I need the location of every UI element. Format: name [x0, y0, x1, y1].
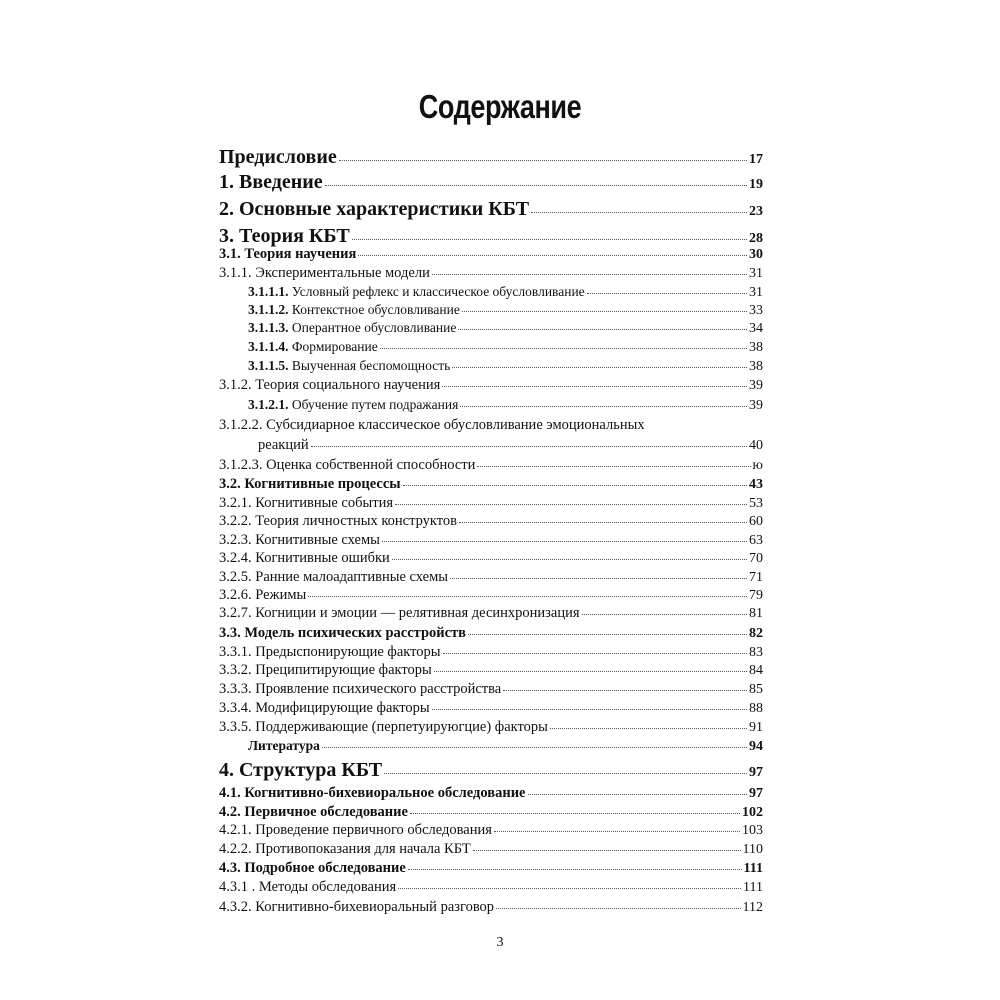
- toc-entry[interactable]: [248, 321, 763, 336]
- toc-entry-label: 3.2.5. Ранние малоадаптивные схемы: [219, 569, 449, 585]
- toc-entry[interactable]: [248, 303, 763, 318]
- dot-leader: [473, 850, 741, 851]
- dot-leader: [408, 869, 742, 870]
- toc-entry-page: 88: [749, 701, 763, 716]
- toc-entry-page: 34: [749, 321, 763, 336]
- toc-entry[interactable]: [219, 645, 763, 660]
- toc-entry[interactable]: [219, 900, 763, 915]
- toc-entry-page: 97: [749, 786, 763, 801]
- toc-entry-label: 3.2.3. Когнитивные схемы: [219, 532, 380, 548]
- toc-entry-page: 84: [749, 663, 763, 678]
- dot-leader: [550, 728, 747, 729]
- toc-entry-label: [248, 340, 378, 354]
- dot-leader: [528, 794, 748, 795]
- dot-leader: [398, 888, 741, 889]
- toc-entry[interactable]: [219, 199, 763, 219]
- dot-leader: [442, 386, 747, 387]
- toc-entry[interactable]: [219, 496, 763, 511]
- toc-entry[interactable]: [219, 477, 763, 492]
- toc-entry-label: 4. Структура КБТ: [219, 759, 383, 781]
- dot-leader: [468, 634, 747, 635]
- toc-entry-page: 31: [749, 285, 763, 300]
- toc-entry-label: 4.3.1 . Методы обследования: [219, 879, 397, 895]
- dot-leader: [460, 406, 747, 407]
- toc-entry-label: 2. Основные характеристики КБТ: [219, 198, 530, 220]
- toc-entry-label: 3.2.4. Когнитивные ошибки: [219, 550, 390, 566]
- toc-entry[interactable]: [219, 533, 763, 548]
- dot-leader: [434, 671, 747, 672]
- toc-entry[interactable]: [219, 626, 763, 641]
- toc-entry[interactable]: [219, 247, 763, 262]
- dot-leader: [432, 274, 747, 275]
- toc-entry-page: 53: [749, 496, 763, 511]
- toc-entry-page: 103: [742, 823, 763, 838]
- toc-entry[interactable]: [219, 663, 763, 678]
- dot-leader: [384, 773, 747, 774]
- toc-entry-page: 81: [749, 606, 763, 621]
- toc-entry-number: 3.1.1.2.: [248, 302, 289, 317]
- dot-leader: [432, 709, 747, 710]
- toc-entry-page: 28: [749, 231, 763, 246]
- dot-leader: [450, 578, 747, 579]
- dot-leader: [339, 160, 747, 161]
- dot-leader: [443, 653, 747, 654]
- toc-entry-number: 3.1.2.1.: [248, 397, 289, 412]
- toc-entry-page: 91: [749, 720, 763, 735]
- dot-leader: [352, 239, 747, 240]
- toc-entry[interactable]: [219, 842, 763, 857]
- toc-entry-page: 71: [749, 570, 763, 585]
- dot-leader: [358, 255, 747, 256]
- toc-entry[interactable]: [219, 823, 763, 838]
- toc-entry-label: 3.2.7. Когниции и эмоции — релятивная десинхронизация: [219, 605, 580, 621]
- dot-leader: [587, 293, 747, 294]
- dot-leader: [452, 367, 747, 368]
- toc-entry-label: [248, 321, 456, 335]
- dot-leader: [392, 559, 747, 560]
- toc-entry-page: 110: [742, 842, 763, 857]
- toc-entry-page: 33: [749, 303, 763, 318]
- page-number: 3: [496, 935, 504, 950]
- toc-entry-label: 4.3. Подробное обследование: [219, 860, 406, 876]
- toc-entry[interactable]: [219, 720, 763, 735]
- dot-leader: [308, 596, 747, 597]
- dot-leader: [325, 185, 747, 186]
- toc-entry-label: 3.3.1. Предыспонирующие факторы: [219, 644, 441, 660]
- toc-entry-page: 17: [749, 152, 763, 167]
- toc-entry-page: 112: [742, 900, 763, 915]
- toc-entry-label: 3.2.6. Режимы: [219, 587, 307, 603]
- toc-entry-label: 3.2.1. Когнитивные события: [219, 495, 393, 511]
- toc-entry-label: 3.3.5. Поддерживающие (перпетуируюгцие) факторы: [219, 719, 548, 735]
- toc-entry-page: 60: [749, 514, 763, 529]
- toc-entry-label: Литература: [248, 738, 320, 753]
- toc-entry[interactable]: [219, 172, 763, 192]
- dot-leader: [503, 690, 747, 691]
- toc-entry-title: Условный рефлекс и классическое обусловливание: [291, 284, 585, 299]
- toc-entry-page: 102: [742, 805, 763, 820]
- dot-leader: [403, 485, 747, 486]
- toc-entry-page: 111: [743, 861, 763, 876]
- toc-entry-page: 111: [743, 880, 763, 895]
- toc-entry[interactable]: [219, 266, 763, 281]
- toc-entry[interactable]: [219, 588, 763, 603]
- dot-leader: [395, 504, 747, 505]
- toc-entry[interactable]: [219, 786, 763, 801]
- toc-entry[interactable]: [219, 570, 763, 585]
- toc-entry-page: 83: [749, 645, 763, 660]
- toc-entry-label: 3.3.2. Преципитирующие факторы: [219, 662, 432, 678]
- toc-entry-label: 4.1. Когнитивно-бихевиоральное обследование: [219, 785, 526, 801]
- toc-entry-label: 3.3.4. Модифицирующие факторы: [219, 700, 430, 716]
- toc-entry-label: [248, 359, 450, 373]
- toc-entry-page: 82: [749, 626, 763, 641]
- toc-entry[interactable]: [248, 398, 763, 413]
- toc-entry-page: 38: [749, 340, 763, 355]
- toc-entry-page: 94: [749, 739, 763, 754]
- toc-entry[interactable]: [219, 458, 763, 473]
- toc-entry[interactable]: [248, 359, 763, 374]
- dot-leader: [531, 212, 747, 213]
- toc-entry-page: 40: [749, 438, 763, 453]
- toc-entry-label: [248, 398, 458, 412]
- dot-leader: [582, 614, 747, 615]
- dot-leader: [458, 329, 747, 330]
- page-title: Содержание: [418, 88, 582, 125]
- toc-entry-number: 3.1.1.5.: [248, 358, 289, 373]
- dot-leader: [477, 466, 750, 467]
- dot-leader: [410, 813, 740, 814]
- toc-entry-title: Формирование: [291, 339, 378, 354]
- toc-entry-page: 31: [749, 266, 763, 281]
- toc-entry-page: 23: [749, 204, 763, 219]
- toc-entry-page: ю: [752, 458, 763, 473]
- dot-leader: [459, 522, 747, 523]
- toc-entry[interactable]: [219, 760, 763, 780]
- toc-entry-label: 3.1.2. Теория социального научения: [219, 377, 441, 393]
- toc-entry-label: Предисловие: [219, 146, 337, 168]
- toc-entry-page: 39: [749, 398, 763, 413]
- dot-leader: [462, 311, 747, 312]
- toc-entry-label: реакций: [258, 437, 309, 453]
- toc-entry-page: 39: [749, 378, 763, 393]
- toc-entry-page: 19: [749, 177, 763, 192]
- toc-entry-title: Выученная беспомощность: [291, 358, 451, 373]
- toc-entry-label: 3.1.2.3. Оценка собственной способности: [219, 457, 476, 473]
- toc-entry-label: 3.2. Когнитивные процессы: [219, 476, 401, 492]
- toc-entry-title: Контекстное обусловливание: [291, 302, 460, 317]
- dot-leader: [380, 348, 747, 349]
- toc-entry[interactable]: [248, 340, 763, 355]
- dot-leader: [322, 747, 747, 748]
- toc-entry-page: 43: [749, 477, 763, 492]
- toc-entry-page: 97: [749, 765, 763, 780]
- toc-entry[interactable]: [219, 378, 763, 393]
- dot-leader: [382, 541, 747, 542]
- toc-entry-label: 3.1.2.2. Субсидиарное классическое обусловливание эмоциональных: [219, 417, 645, 433]
- toc-entry[interactable]: [219, 805, 763, 820]
- toc-entry-label: 3.3. Модель психических расстройств: [219, 625, 467, 641]
- toc-entry-label: [248, 303, 460, 317]
- toc-entry-number: 3.1.1.4.: [248, 339, 289, 354]
- toc-entry-number: 3.1.1.1.: [248, 284, 289, 299]
- toc-entry-page: 38: [749, 359, 763, 374]
- toc-entry[interactable]: [219, 606, 763, 621]
- toc-entry-number: 3.1.1.3.: [248, 320, 289, 335]
- toc-entry-page: 79: [749, 588, 763, 603]
- toc-entry[interactable]: [219, 226, 763, 246]
- toc-entry[interactable]: [219, 551, 763, 566]
- dot-leader: [496, 908, 740, 909]
- toc-entry-label: 4.3.2. Когнитивно-бихевиоральный разговор: [219, 899, 495, 915]
- dot-leader: [494, 831, 740, 832]
- dot-leader: [311, 446, 747, 447]
- toc-entry-label: 3.3.3. Проявление психического расстройства: [219, 681, 502, 697]
- toc-entry-title: Оперантное обусловливание: [291, 320, 457, 335]
- toc-entry[interactable]: [219, 514, 763, 529]
- toc-entry-label: 3.2.2. Теория личностных конструктов: [219, 513, 458, 529]
- toc-entry-label: 3.1. Теория научения: [219, 246, 357, 262]
- toc-entry-page: 30: [749, 247, 763, 262]
- toc-entry-title: Обучение путем подражания: [291, 397, 459, 412]
- toc-entry-label: [248, 285, 585, 299]
- toc-entry-label: 4.2. Первичное обследование: [219, 804, 408, 820]
- toc-entry[interactable]: [248, 739, 763, 754]
- toc-entry-page: 63: [749, 533, 763, 548]
- toc-entry[interactable]: [219, 861, 763, 876]
- toc-entry-label: 1. Введение: [219, 171, 323, 193]
- toc-entry-page: 85: [749, 682, 763, 697]
- toc-entry[interactable]: [248, 285, 763, 300]
- toc-entry-label: 4.2.1. Проведение первичного обследования: [219, 822, 492, 838]
- toc-entry[interactable]: [219, 701, 763, 716]
- toc-entry-page: 70: [749, 551, 763, 566]
- toc-entry[interactable]: [219, 147, 763, 167]
- toc-entry[interactable]: [258, 438, 763, 453]
- toc-entry-label: 3. Теория КБТ: [219, 225, 350, 247]
- toc-entry[interactable]: [219, 682, 763, 697]
- toc-entry-label: 4.2.2. Противопоказания для начала КБТ: [219, 841, 471, 857]
- toc-entry[interactable]: [219, 880, 763, 895]
- toc-entry-label: 3.1.1. Экспериментальные модели: [219, 265, 430, 281]
